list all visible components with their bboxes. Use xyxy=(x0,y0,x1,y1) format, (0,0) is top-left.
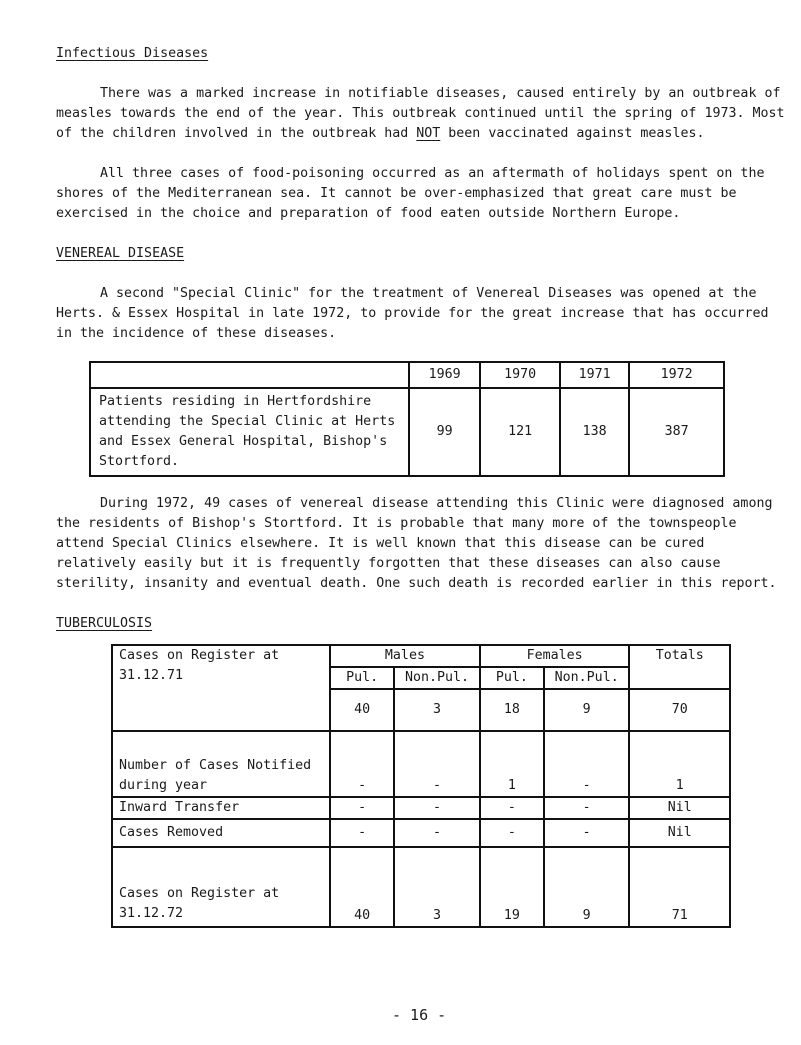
cell-value: - xyxy=(480,797,544,819)
tuberculosis-heading: TUBERCULOSIS xyxy=(56,616,153,631)
table-row xyxy=(112,819,730,847)
year-1972: 1972 xyxy=(629,362,724,388)
value-1969: 99 xyxy=(409,388,480,476)
table-row xyxy=(112,797,730,819)
year-1969: 1969 xyxy=(409,362,480,388)
table-row xyxy=(112,731,730,797)
venereal-disease-heading: VENEREAL DISEASE xyxy=(56,246,185,261)
infectious-diseases-heading: Infectious Diseases xyxy=(56,46,209,61)
not-emphasis: NOT xyxy=(416,126,441,141)
table-header-row xyxy=(90,362,724,388)
cell-value: - xyxy=(544,731,630,797)
cell-value: Nil xyxy=(629,819,730,847)
cell-value: - xyxy=(544,819,630,847)
cell-value: - xyxy=(330,797,394,819)
cell-value: 19 xyxy=(480,847,544,927)
males-pul-header: Pul. xyxy=(330,667,394,689)
cell-value: - xyxy=(480,819,544,847)
register-corner-label: Cases on Register at 31.12.71 xyxy=(112,645,330,731)
males-nonpul-header: Non.Pul. xyxy=(394,667,480,689)
cell-value: - xyxy=(394,797,480,819)
cell-value: 1 xyxy=(480,731,544,797)
cell-value: 1 xyxy=(629,731,730,797)
males-header: Males xyxy=(330,645,480,667)
clinic-row-label: Patients residing in Hertfordshire attending the Special Clinic at Herts and Essex General Hospital, Bishop's Stortford. xyxy=(90,388,409,476)
tuberculosis-table xyxy=(111,644,731,928)
venereal-clinic-table xyxy=(89,361,725,477)
cell-value: 40 xyxy=(330,689,394,731)
cell-value: 71 xyxy=(629,847,730,927)
row-label: Number of Cases Notified during year xyxy=(112,731,330,797)
females-nonpul-header: Non.Pul. xyxy=(544,667,630,689)
page-number: - 16 - xyxy=(392,1006,447,1024)
cell-value: 40 xyxy=(330,847,394,927)
cell-value: - xyxy=(394,819,480,847)
cell-value: - xyxy=(330,731,394,797)
females-header: Females xyxy=(480,645,630,667)
totals-header: Totals xyxy=(629,645,730,689)
special-clinic-paragraph: A second "Special Clinic" for the treatment of Venereal Diseases was opened at the Herts. & Essex Hospital in late 1972, to provide for the great increase that has occurred in the incidence of these diseases. xyxy=(56,286,769,341)
year-1970: 1970 xyxy=(480,362,560,388)
measles-paragraph: There was a marked increase in notifiable diseases, caused entirely by an outbreak of measles towards the end of the year. This outbreak continued until the spring of 1973. Most of the children involved in the outbreak had NOT been vaccinated against measles. xyxy=(56,86,785,141)
table-row xyxy=(90,388,724,476)
year-1971: 1971 xyxy=(560,362,629,388)
value-1971: 138 xyxy=(560,388,629,476)
value-1972: 387 xyxy=(629,388,724,476)
cell-value: 9 xyxy=(544,689,630,731)
cell-value: 3 xyxy=(394,847,480,927)
cell-value: - xyxy=(394,731,480,797)
cell-value: Nil xyxy=(629,797,730,819)
cell-value: 9 xyxy=(544,847,630,927)
value-1970: 121 xyxy=(480,388,560,476)
cell-value: 70 xyxy=(629,689,730,731)
cell-value: 18 xyxy=(480,689,544,731)
venereal-cases-paragraph: During 1972, 49 cases of venereal disease attending this Clinic were diagnosed among the residents of Bishop's Stortford. It is probable that many more of the townspeople attend Special Clinics elsewhere. It is well known that this disease can be cured relatively easily but it is frequently forgotten that these diseases can also cause sterility, insanity and eventual death. One such death is recorded earlier in this report. xyxy=(56,496,777,591)
females-pul-header: Pul. xyxy=(480,667,544,689)
cell-value: - xyxy=(330,819,394,847)
document-page xyxy=(56,44,786,634)
row-label: Cases Removed xyxy=(112,819,330,847)
food-poisoning-paragraph: All three cases of food-poisoning occurred as an aftermath of holidays spent on the shores of the Mediterranean sea. It cannot be over-emphasized that great care must be exercised in the choice and preparation of food eaten outside Northern Europe. xyxy=(56,166,765,221)
row-label: Cases on Register at 31.12.72 xyxy=(112,847,330,927)
table-header-row xyxy=(112,645,730,667)
cell-value: 3 xyxy=(394,689,480,731)
row-label: Inward Transfer xyxy=(112,797,330,819)
table-row xyxy=(112,847,730,927)
cell-value: - xyxy=(544,797,630,819)
